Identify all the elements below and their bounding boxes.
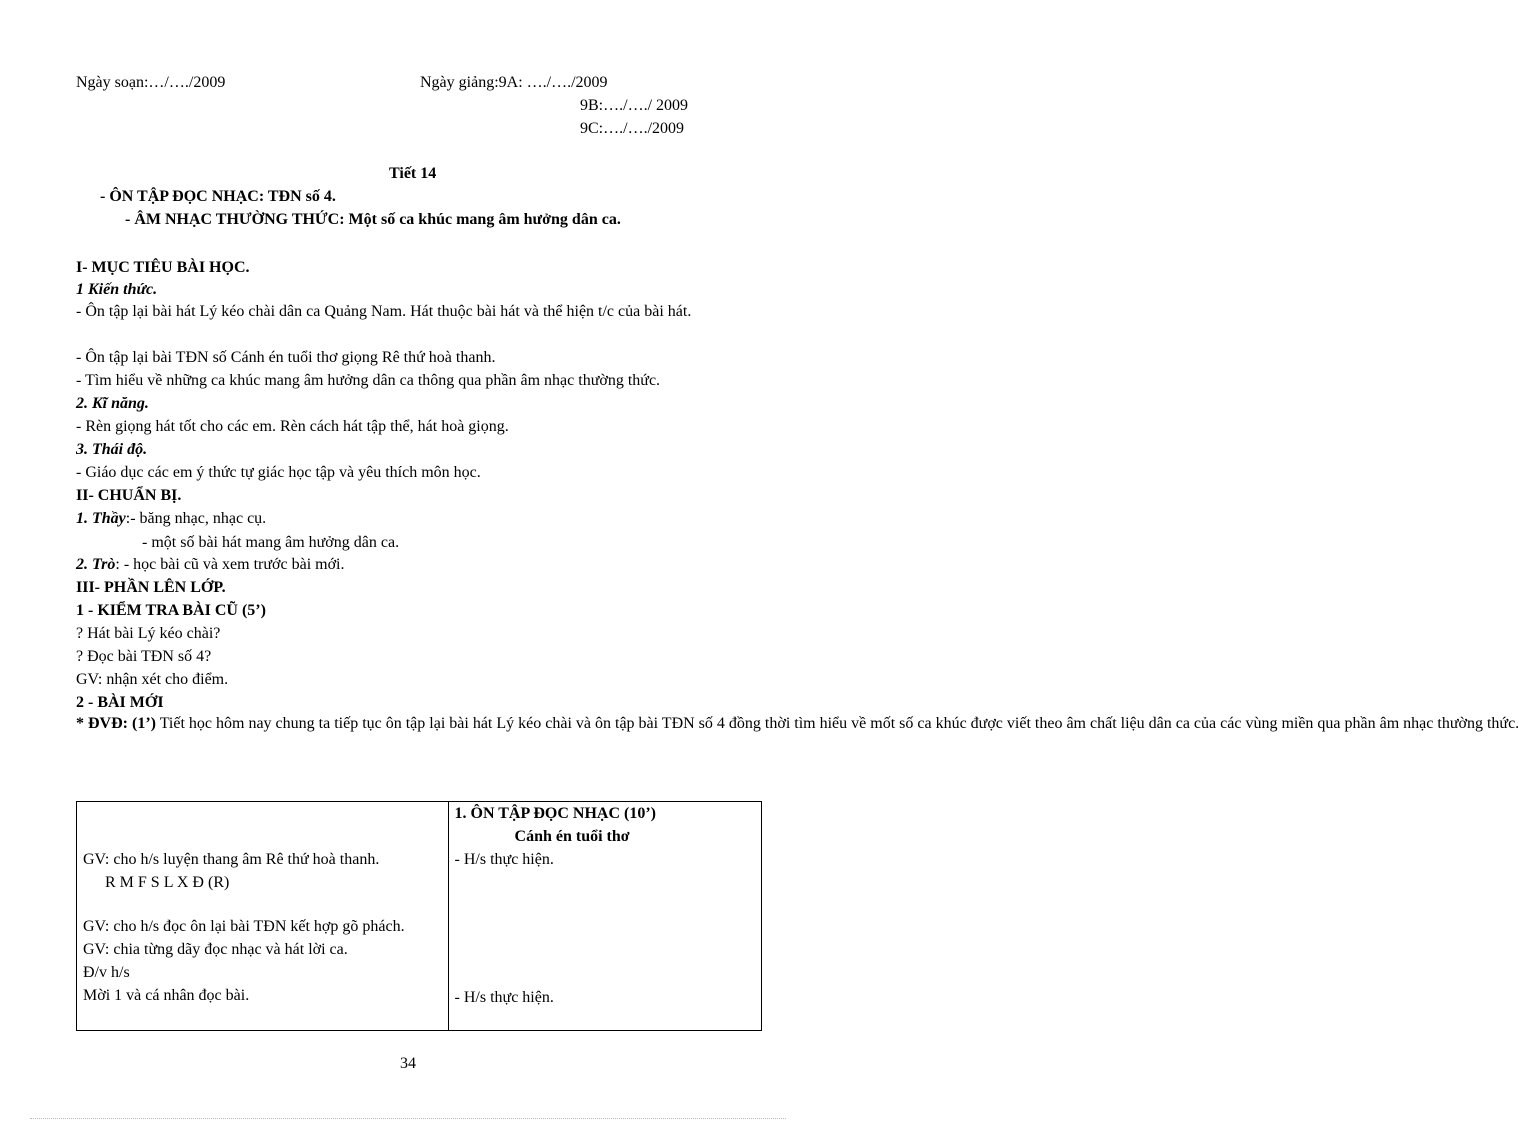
- page-bottom-divider: [30, 1118, 786, 1119]
- new-lesson-heading: 2 - BÀI MỚI: [76, 694, 164, 711]
- knowledge-item-1: - Ôn tập lại bài hát Lý kéo chài dân ca Quảng Nam. Hát thuộc bài hát và thể hiện t/c của bài hát.: [76, 303, 692, 320]
- teacher-activity-4: Đ/v h/s: [83, 964, 130, 981]
- teacher-label: 1. Thầy: [76, 510, 126, 527]
- student-label: 2. Trò: [76, 556, 116, 573]
- student-prep-line: [76, 553, 760, 576]
- teach-date-9b: 9B:…./…./ 2009: [580, 97, 689, 114]
- student-activity-cell: [448, 802, 761, 1031]
- prep-date: Ngày soạn:…/…./2009: [76, 74, 226, 91]
- teacher-prep-line: [76, 507, 760, 530]
- teacher-activity-cell: [77, 802, 449, 1031]
- teacher-activity-3: GV: chia từng dãy đọc nhạc và hát lời ca.: [83, 941, 348, 958]
- check-question-1: ? Hát bài Lý kéo chài?: [76, 625, 221, 642]
- skills-item-1: - Rèn giọng hát tốt cho các em. Rèn cách hát tập thể, hát hoà giọng.: [76, 418, 509, 435]
- student-activity-1: - H/s thực hiện.: [454, 851, 554, 868]
- student-prep-item-1: : - học bài cũ và xem trước bài mới.: [115, 556, 345, 573]
- knowledge-item-3: - Tìm hiểu về những ca khúc mang âm hưởng dân ca thông qua phần âm nhạc thường thức.: [76, 372, 661, 389]
- scale-notes: R M F S L X Đ (R): [105, 874, 230, 891]
- intro-label: * ĐVĐ: (1’): [76, 715, 156, 732]
- teach-date-9c: 9C:…./…./2009: [580, 120, 685, 137]
- section-preparation-heading: II- CHUẨN BỊ.: [76, 487, 182, 504]
- song-title: Cánh én tuổi thơ: [514, 828, 630, 845]
- section-lesson-heading: III- PHẦN LÊN LỚP.: [76, 579, 226, 596]
- teach-date-9a: Ngày giảng:9A: …./…./2009: [420, 74, 608, 91]
- teacher-prep-item-1: :- băng nhạc, nhạc cụ.: [125, 510, 267, 527]
- teacher-comment: GV: nhận xét cho điểm.: [76, 671, 229, 688]
- page-number: 34: [400, 1055, 416, 1072]
- check-question-2: ? Đọc bài TĐN số 4?: [76, 648, 212, 665]
- teacher-activity-1: GV: cho h/s luyện thang âm Rê thứ hoà thanh.: [83, 851, 380, 868]
- student-activity-2: - H/s thực hiện.: [454, 989, 554, 1006]
- old-lesson-check-heading: 1 - KIỂM TRA BÀI CŨ (5’): [76, 602, 266, 619]
- knowledge-heading: 1 Kiến thức.: [76, 281, 158, 298]
- section-objectives-heading: I- MỤC TIÊU BÀI HỌC.: [76, 259, 250, 276]
- lesson-topic-2: - ÂM NHẠC THƯỜNG THỨC: Một số ca khúc mang âm hưởng dân ca.: [125, 211, 621, 228]
- lesson-activity-table: [76, 801, 762, 1031]
- lesson-introduction: [76, 712, 1519, 736]
- attitude-item-1: - Giáo dục các em ý thức tự giác học tập và yêu thích môn học.: [76, 464, 481, 481]
- reading-review-heading: 1. ÔN TẬP ĐỌC NHẠC (10’): [454, 805, 657, 822]
- intro-text: Tiết học hôm nay chung ta tiếp tục ôn tập lại bài hát Lý kéo chài và ôn tập bài TĐN số 4 đồng thời tìm hiểu về mốt số ca khúc được viết theo âm chất liệu dân ca của các vùng miền qua phần âm nhạc thường thức.: [155, 715, 1519, 732]
- lesson-topic-1: - ÔN TẬP ĐỌC NHẠC: TĐN số 4.: [100, 188, 336, 205]
- attitude-heading: 3. Thái độ.: [76, 441, 148, 458]
- teacher-activity-5: Mời 1 và cá nhân đọc bài.: [83, 987, 250, 1004]
- lesson-number: Tiết 14: [389, 165, 437, 182]
- skills-heading: 2. Kĩ năng.: [76, 395, 149, 412]
- teacher-activity-2: GV: cho h/s đọc ôn lại bài TĐN kết hợp gõ phách.: [83, 918, 405, 935]
- knowledge-item-2: - Ôn tập lại bài TĐN số Cánh én tuổi thơ giọng Rê thứ hoà thanh.: [76, 349, 496, 366]
- teacher-prep-item-2: - một số bài hát mang âm hưởng dân ca.: [142, 534, 400, 551]
